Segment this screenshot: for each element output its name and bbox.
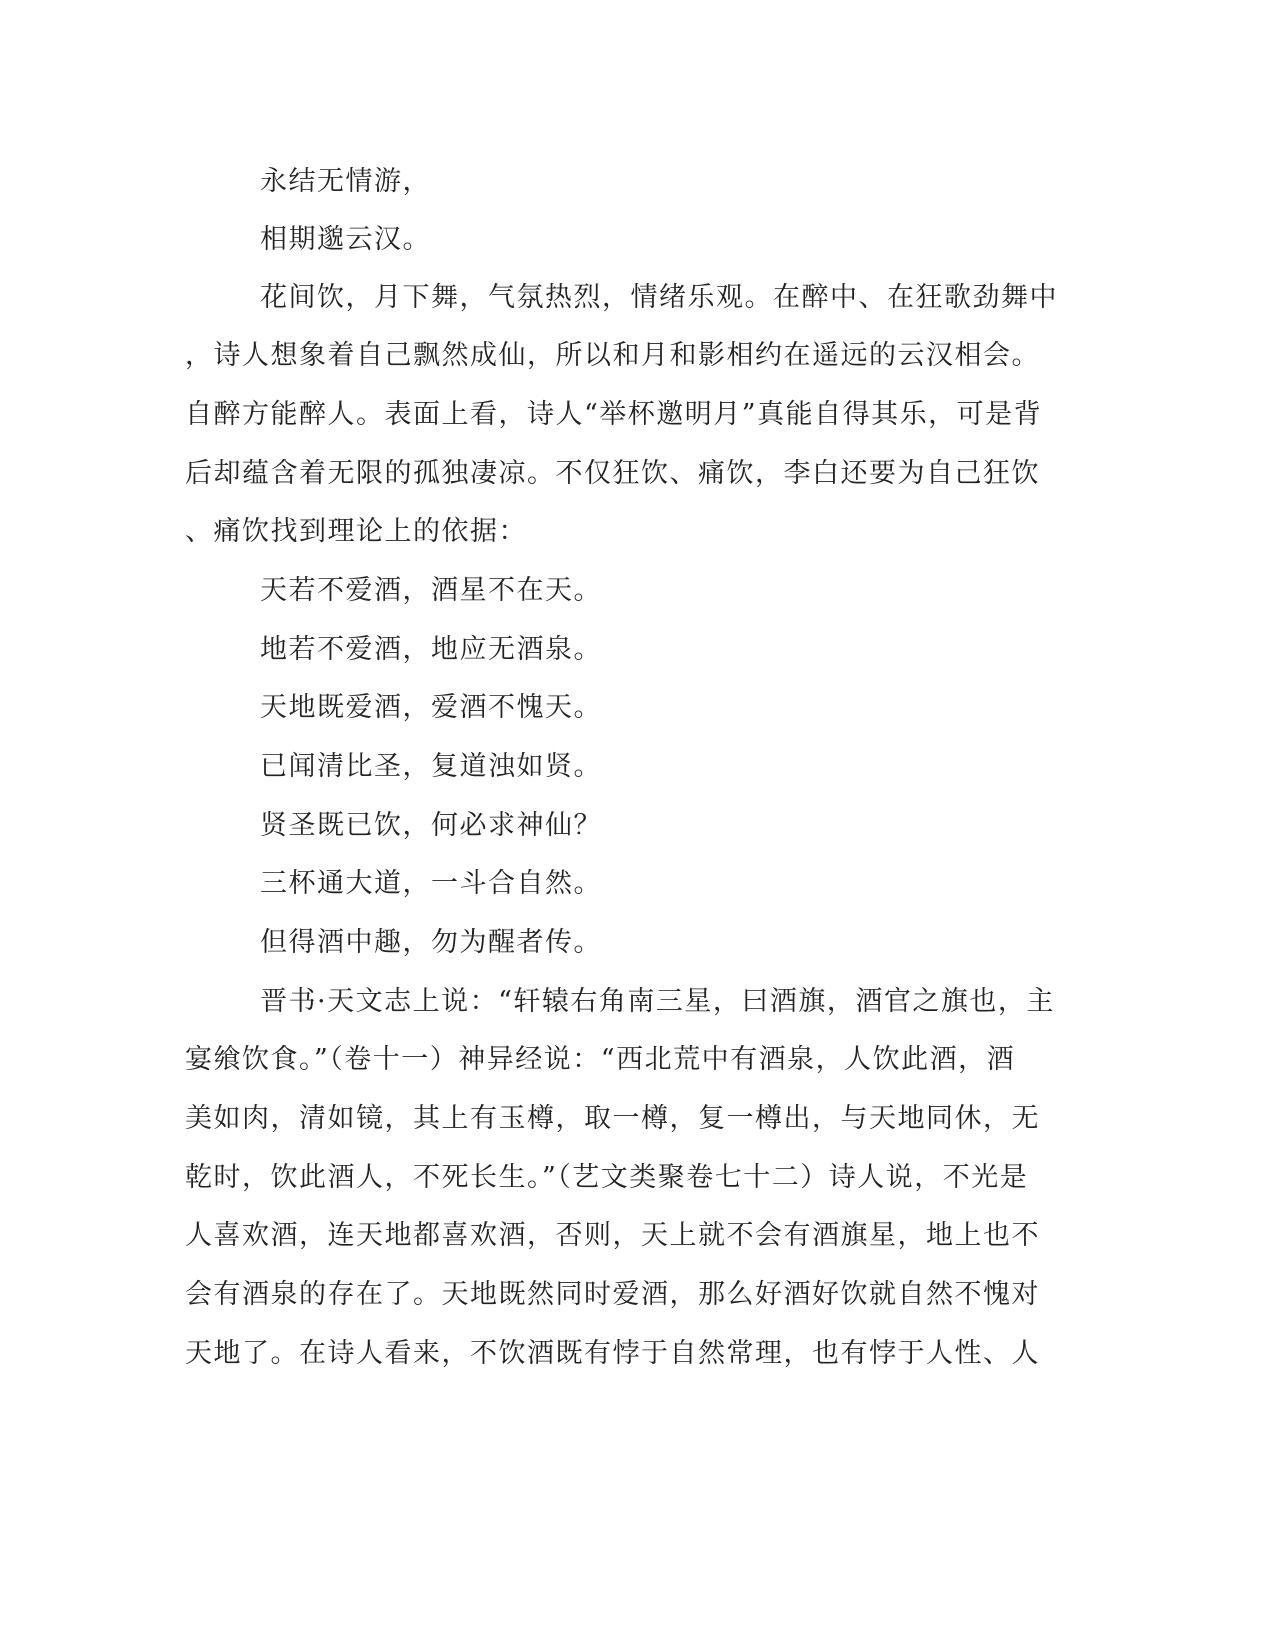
- paragraph-line: 晋书·天文志上说：“轩辕右角南三星，曰酒旗，酒官之旗也，主: [260, 986, 1055, 1017]
- paragraph-line: 天地了。在诗人看来，不饮酒既有悖于自然常理，也有悖于人性、人: [185, 1338, 1040, 1369]
- paragraph-line: 后却蕴含着无限的孤独凄凉。不仅狂饮、痛饮，李白还要为自己狂饮: [185, 458, 1040, 489]
- poem-line: 永结无情游，: [260, 166, 431, 197]
- paragraph-line: 人喜欢酒，连天地都喜欢酒，否则，天上就不会有酒旗星，地上也不: [185, 1220, 1040, 1251]
- poem-line: 已闻清比圣，复道浊如贤。: [260, 751, 602, 782]
- poem-line: 天地既爱酒，爱酒不愧天。: [260, 692, 602, 723]
- poem-line: 相期邈云汉。: [260, 224, 431, 255]
- paragraph-line: 美如肉，清如镜，其上有玉樽，取一樽，复一樽出，与天地同休，无: [185, 1103, 1040, 1134]
- paragraph-line: 宴飨饮食。”（卷十一）神异经说：“西北荒中有酒泉，人饮此酒，酒: [185, 1044, 1016, 1075]
- paragraph-line: 会有酒泉的存在了。天地既然同时爱酒，那么好酒好饮就自然不愧对: [185, 1279, 1040, 1310]
- paragraph-line: ，诗人想象着自己飘然成仙，所以和月和影相约在遥远的云汉相会。: [185, 340, 1040, 371]
- poem-line: 但得酒中趣，勿为醒者传。: [260, 927, 602, 958]
- paragraph-line: 花间饮，月下舞，气氛热烈，情绪乐观。在醉中、在狂歌劲舞中: [260, 282, 1058, 313]
- paragraph-line: 自醉方能醉人。表面上看，诗人“举杯邀明月”真能自得其乐，可是背: [185, 399, 1043, 430]
- paragraph-line: 、痛饮找到理论上的依据：: [185, 516, 527, 547]
- poem-line: 三杯通大道，一斗合自然。: [260, 868, 602, 899]
- poem-line: 地若不爱酒，地应无酒泉。: [260, 634, 602, 665]
- poem-line: 天若不爱酒，酒星不在天。: [260, 575, 602, 606]
- poem-line: 贤圣既已饮，何必求神仙？: [260, 810, 602, 841]
- paragraph-line: 乾时，饮此酒人，不死长生。”（艺文类聚卷七十二）诗人说，不光是: [185, 1162, 1029, 1193]
